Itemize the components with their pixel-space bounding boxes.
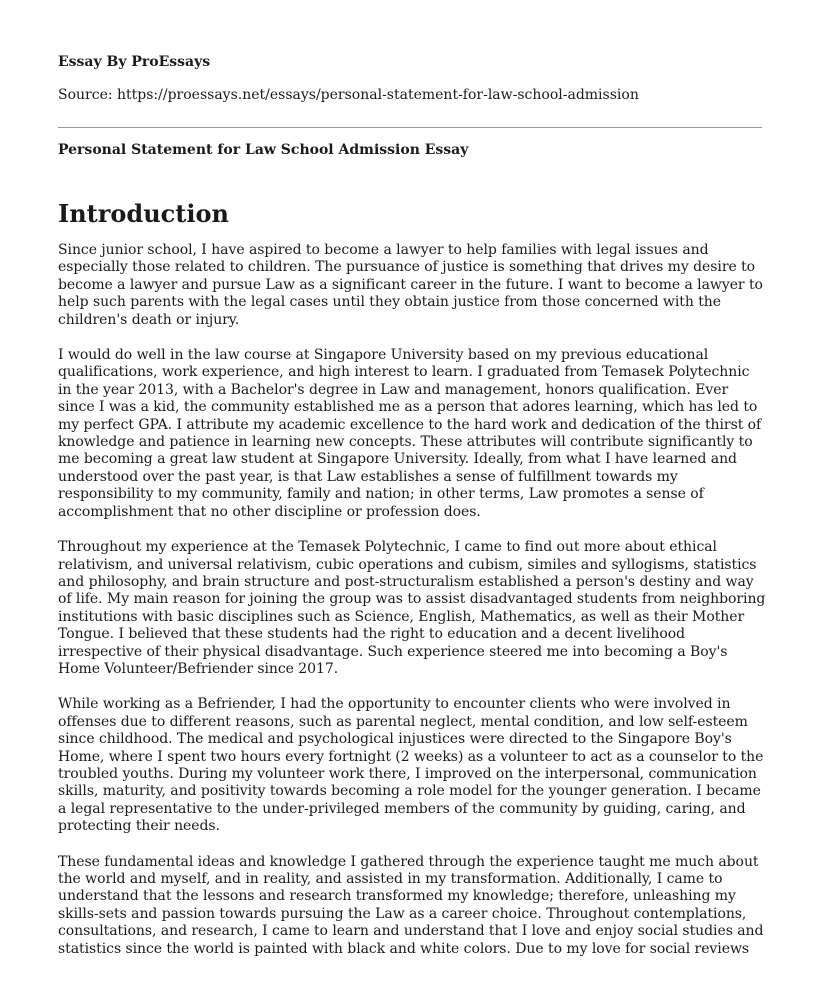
essay-title: Personal Statement for Law School Admission Essay: [58, 142, 469, 158]
source-line: Source: https://proessays.net/essays/personal-statement-for-law-school-admission: [58, 87, 639, 103]
header-divider: [58, 127, 762, 128]
section-heading: Introduction: [58, 199, 229, 228]
site-name: Essay By ProEssays: [58, 54, 211, 70]
essay-body: [58, 242, 766, 976]
paragraph-2: I would do well in the law course at Singapore University based on my previous educational qualifications, work experience, and high interest to learn. I graduated from Temasek Polytechnic in the year 2013, with a Bachelor's degree in Law and management, honors qualification. Ever since I was a kid, the community established me as a person that adores learning, which has led to my perfect GPA. I attribute my academic excellence to the hard work and dedication of the thirst of knowledge and patience in learning new concepts. These attributes will contribute significantly to me becoming a great law student at Singapore University. Ideally, from what I have learned and understood over the past year, is that Law establishes a sense of fulfillment towards my responsibility to my community, family and nation; in other terms, Law promotes a sense of accomplishment that no other discipline or profession does.: [58, 347, 762, 520]
paragraph-5: These fundamental ideas and knowledge I gathered through the experience taught me much about the world and myself, and in reality, and assisted in my transformation. Additionally, I came to understand that the lessons and research transformed my knowledge; therefore, unleashing my skills-sets and passion towards pursuing the Law as a career choice. Throughout contemplations, consultations, and research, I came to learn and understand that I love and enjoy social studies and statistics since the world is painted with black and white colors. Due to my love for social reviews: [58, 853, 764, 957]
paragraph-4: While working as a Befriender, I had the opportunity to encounter clients who were involved in offenses due to different reasons, such as parental neglect, mental condition, and low self-esteem since childhood. The medical and psychological injustices were directed to the Singapore Boy's Home, where I spent two hours every fortnight (2 weeks) as a volunteer to act as a counselor to the troubled youths. During my volunteer work there, I improved on the interpersonal, communication skills, maturity, and positivity towards becoming a role model for the younger generation. I became a legal representative to the under-privileged members of the community by guiding, caring, and protecting their needs.: [58, 696, 764, 835]
paragraph-3: Throughout my experience at the Temasek Polytechnic, I came to find out more about ethical relativism, and universal relativism, cubic operations and cubism, similes and syllogisms, statistics and philosophy, and brain structure and post-structuralism established a person's destiny and way of life. My main reason for joining the group was to assist disadvantaged students from neighboring institutions with basic disciplines such as Science, English, Mathematics, as well as their Mother Tongue. I believed that these students had the right to education and a decent livelihood irrespective of their physical disadvantage. Such experience steered me into becoming a Boy's Home Volunteer/Befriender since 2017.: [58, 539, 766, 677]
paragraph-1: Since junior school, I have aspired to become a lawyer to help families with legal issues and especially those related to children. The pursuance of justice is something that drives my desire to become a lawyer and pursue Law as a significant career in the future. I want to become a lawyer to help such parents with the legal cases until they obtain justice from those concerned with the children's death or injury.: [58, 242, 763, 328]
